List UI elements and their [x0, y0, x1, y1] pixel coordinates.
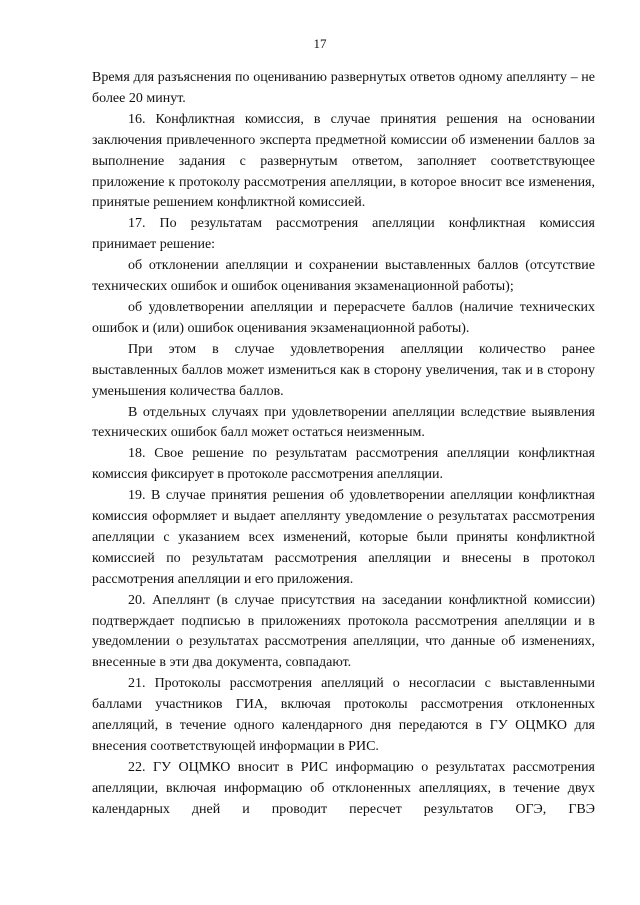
- paragraph: об отклонении апелляции и сохранении выставленных баллов (отсутствие технических ошибок и ошибок оценивания экзаменационной работы);: [92, 258, 595, 295]
- paragraph: 21. Протоколы рассмотрения апелляций о несогласии с выставленными баллами участников ГИА, включая протоколы рассмотрения отклоненных апелляций, в течение одного календарного дня передаются в ГУ ОЦМКО для внесения соответствующей информации в РИС.: [92, 676, 595, 754]
- paragraph: 20. Апеллянт (в случае присутствия на заседании конфликтной комиссии) подтверждает подписью в приложениях протокола рассмотрения апелляции и в уведомлении о результатах рассмотрения апелляции, что данные об изменениях, внесенные в эти два документа, совпадают.: [92, 592, 595, 671]
- paragraph: 19. В случае принятия решения об удовлетворении апелляции конфликтная комиссия оформляет и выдает апеллянту уведомление о результатах рассмотрения апелляции с указанием всех изменений, которые были приняты конфликтной комиссией по результатам рассмотрения апелляции и внесены в протокол рассмотрения апелляции и его приложения.: [92, 488, 595, 587]
- paragraph: об удовлетворении апелляции и перерасчете баллов (наличие технических ошибок и (или) ошибок оценивания экзаменационной работы).: [92, 299, 595, 336]
- paragraph: В отдельных случаях при удовлетворении апелляции вследствие выявления технических ошибок балл может остаться неизменным.: [92, 404, 595, 441]
- paragraph: При этом в случае удовлетворения апелляции количество ранее выставленных баллов может измениться как в сторону увеличения, так и в сторону уменьшения количества баллов.: [92, 341, 595, 399]
- paragraph: 17. По результатам рассмотрения апелляции конфликтная комиссия принимает решение:: [92, 216, 595, 253]
- paragraph: 22. ГУ ОЦМКО вносит в РИС информацию о результатах рассмотрения апелляции, включая информацию об отклоненных апелляциях, в течение двух календарных дней и проводит пересчет результатов ОГЭ, ГВЭ: [92, 759, 595, 817]
- document-body: [92, 68, 595, 821]
- page-number: 17: [313, 36, 327, 51]
- paragraph: 18. Свое решение по результатам рассмотрения апелляции конфликтная комиссия фиксирует в протоколе рассмотрения апелляции.: [92, 446, 595, 483]
- paragraph: 16. Конфликтная комиссия, в случае принятия решения на основании заключения привлеченного эксперта предметной комиссии об изменении баллов за выполнение задания с развернутым ответом, заполняет соответствующее приложение к протоколу рассмотрения апелляции, в которое вносит все изменения, принятые решением конфликтной комиссией.: [92, 111, 595, 211]
- paragraph: Время для разъяснения по оцениванию развернутых ответов одному апеллянту – не более 20 минут.: [92, 70, 595, 106]
